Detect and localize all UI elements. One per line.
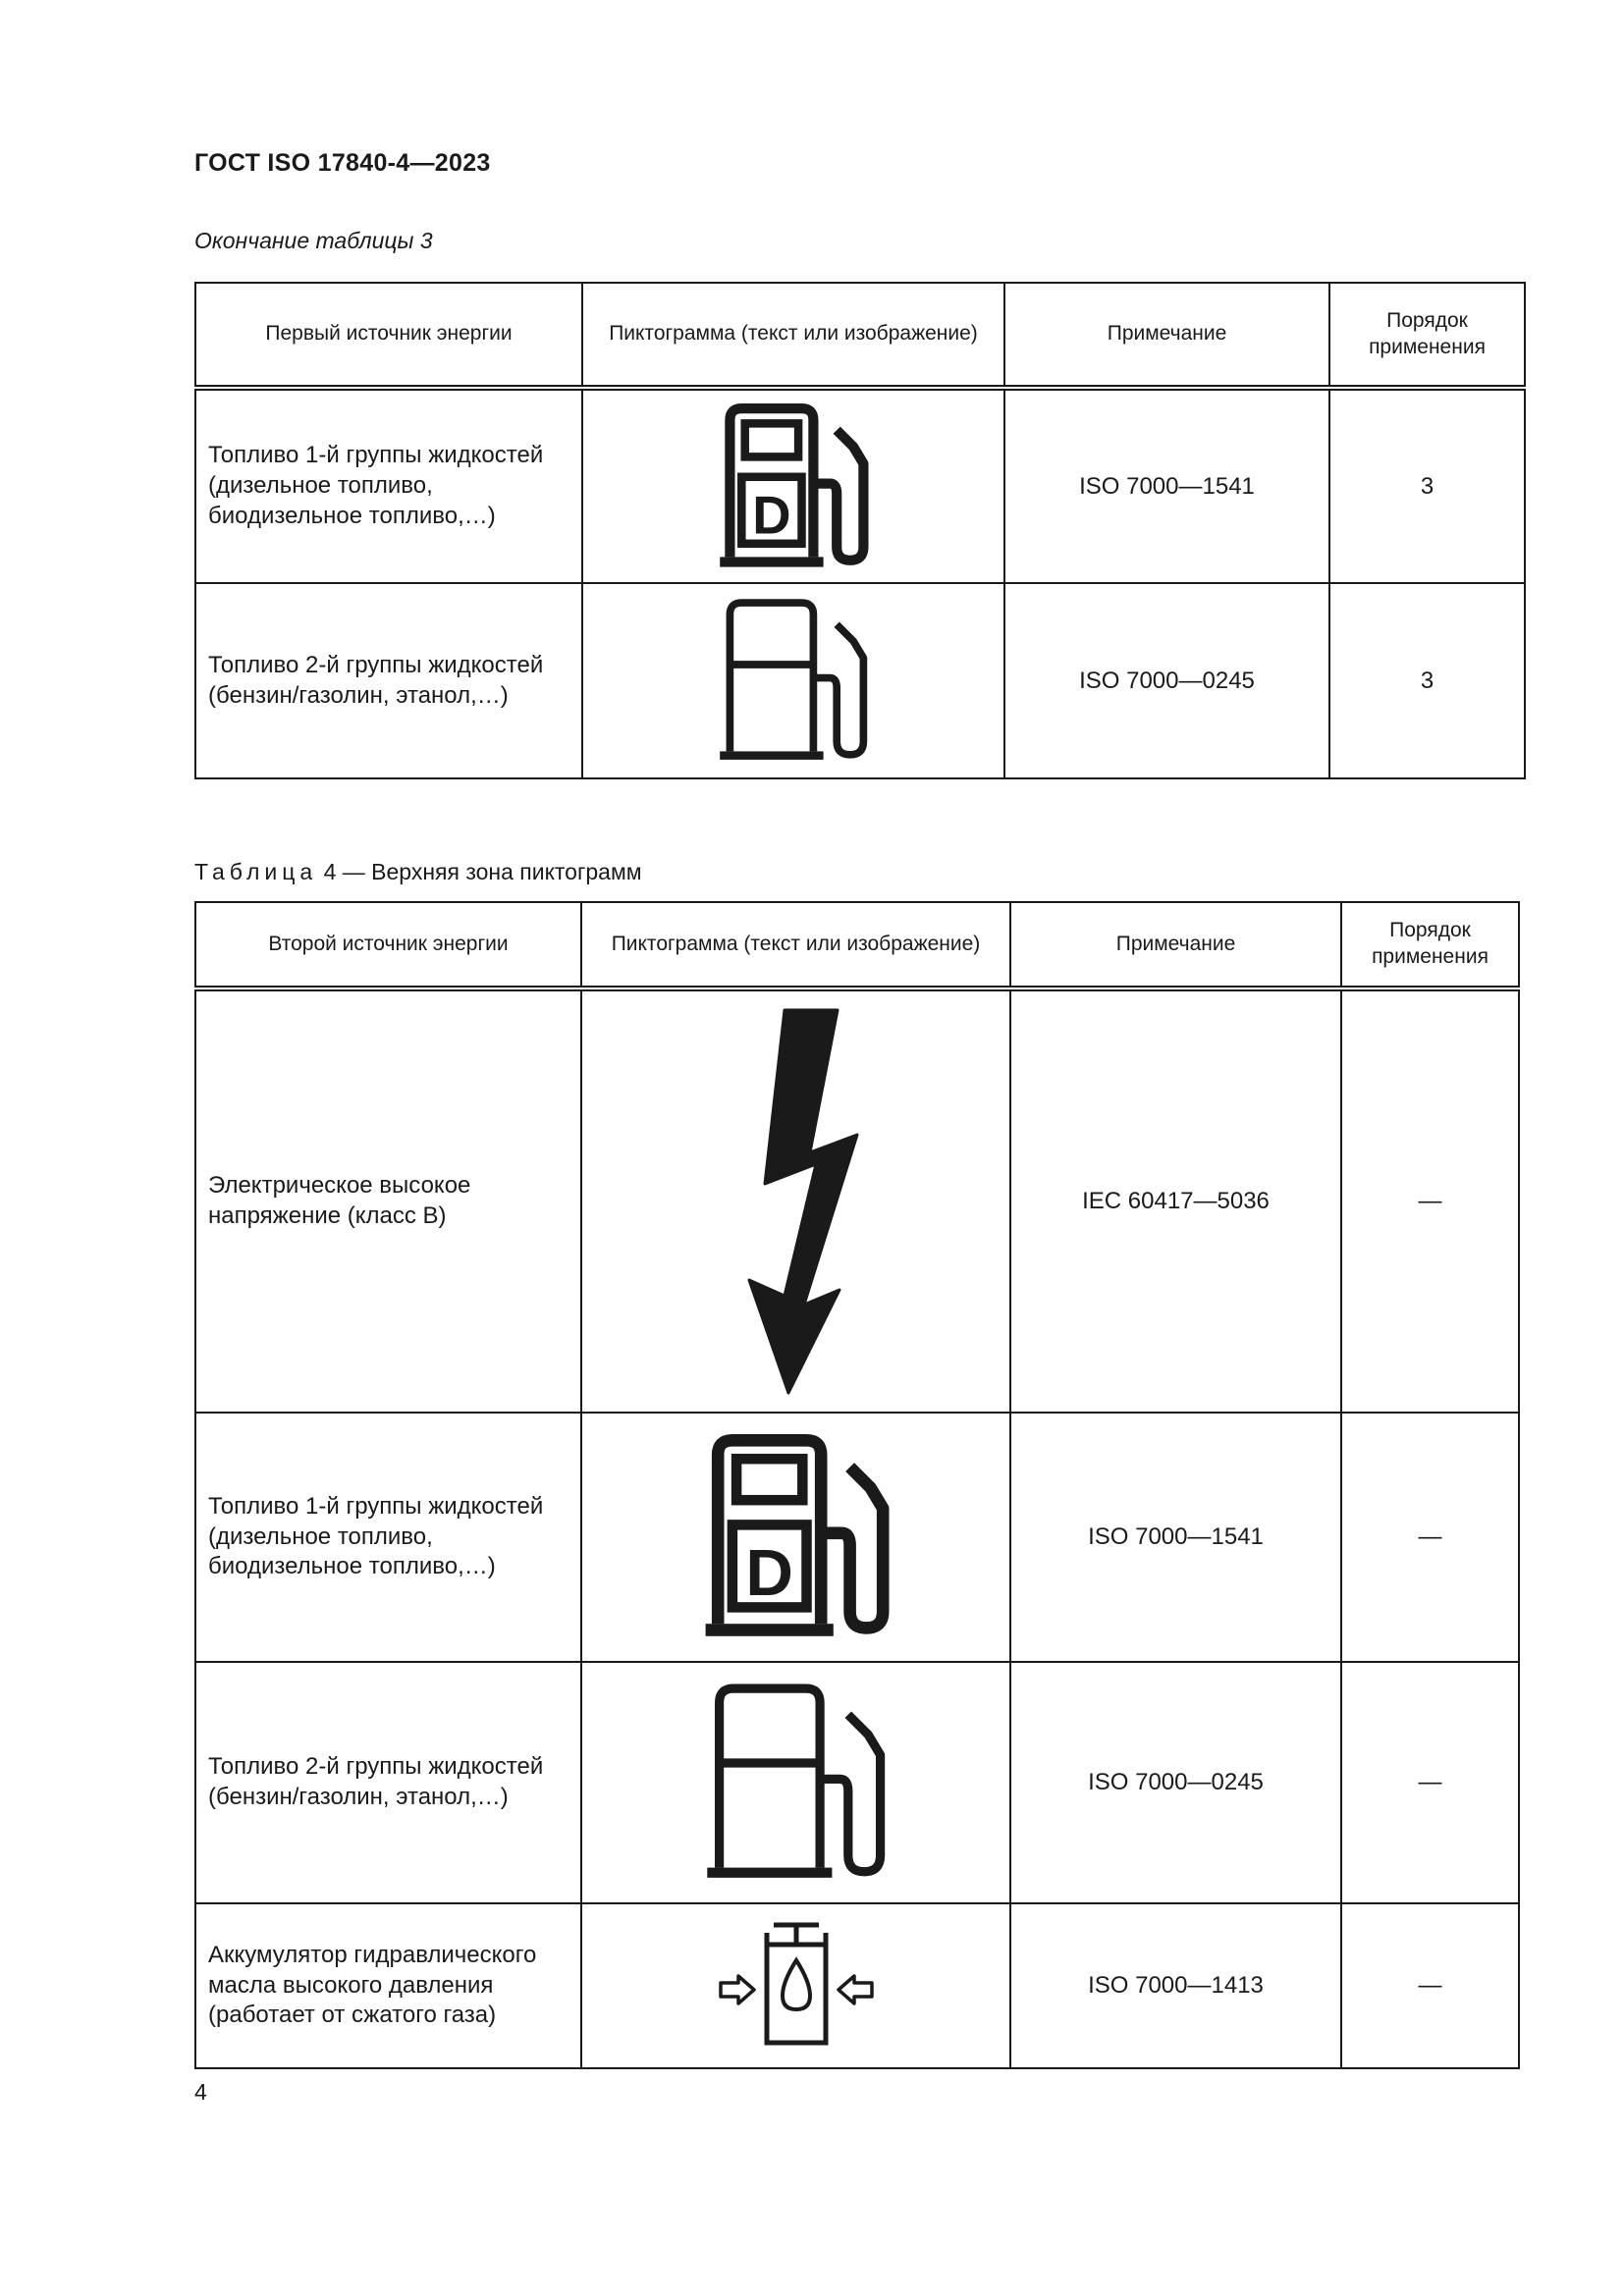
table4-caption-text: 4 — Верхняя зона пиктограмм [317,859,642,884]
fuel-pump-icon [695,1682,896,1884]
table-header-row [195,283,1525,388]
table-header-row [195,902,1519,988]
header-note: Примечание [1010,902,1341,988]
cell-order: — [1341,1413,1519,1662]
cell-energy-source: Топливо 2-й группы жидкостей (бензин/газолин, этанол,…) [195,1662,581,1903]
cell-pictogram [582,583,1004,778]
cell-energy-source: Топливо 1-й группы жидкостей (дизельное топливо, биодизельное топливо,…) [195,1413,581,1662]
cell-energy-source: Электрическое высокое напряжение (класс В) [195,988,581,1413]
document-header: ГОСТ ISO 17840-4—2023 [194,149,491,177]
table-3 [194,282,1526,779]
cell-pictogram [581,988,1010,1413]
table-row [195,1662,1519,1903]
table-4 [194,901,1520,2069]
cell-order: — [1341,1903,1519,2068]
table-row [195,583,1525,778]
cell-order: 3 [1329,583,1525,778]
cell-note: ISO 7000—0245 [1004,583,1329,778]
fuel-pump-diesel-icon [710,403,877,570]
cell-note: ISO 7000—1541 [1010,1413,1341,1662]
table-row [195,1413,1519,1662]
cell-note: ISO 7000—0245 [1010,1662,1341,1903]
cell-pictogram [581,1413,1010,1662]
cell-order: — [1341,1662,1519,1903]
table-row [195,1903,1519,2068]
page-number: 4 [194,2079,207,2105]
diesel-letter: D [744,1535,793,1610]
cell-note: ISO 7000—1413 [1010,1903,1341,2068]
cell-order: 3 [1329,388,1525,583]
fuel-pump-diesel-icon [693,1434,899,1640]
table-row [195,388,1525,583]
cell-energy-source: Топливо 1-й группы жидкостей (дизельное топливо, биодизельное топливо,…) [195,388,582,583]
cell-note: ISO 7000—1541 [1004,388,1329,583]
header-note: Примечание [1004,283,1329,388]
header-energy-source: Второй источник энергии [195,902,581,988]
high-voltage-arrow-icon [708,1005,885,1398]
cell-order: — [1341,988,1519,1413]
cell-pictogram [581,1903,1010,2068]
table4-caption-prefix: Таблица [194,859,318,884]
hydraulic-accumulator-icon [713,1917,880,2055]
cell-energy-source: Аккумулятор гидравлического масла высокого давления (работает от сжатого газа) [195,1903,581,2068]
table3-continuation-label: Окончание таблицы 3 [194,228,433,253]
cell-pictogram [582,388,1004,583]
header-order: Порядок применения [1341,902,1519,988]
table4-caption [194,859,642,885]
diesel-letter: D [752,485,791,546]
fuel-pump-icon [710,598,877,765]
cell-pictogram [581,1662,1010,1903]
cell-energy-source: Топливо 2-й группы жидкостей (бензин/газолин, этанол,…) [195,583,582,778]
header-pictogram: Пиктограмма (текст или изображение) [582,283,1004,388]
header-order: Порядок применения [1329,283,1525,388]
header-energy-source: Первый источник энергии [195,283,582,388]
table-row [195,988,1519,1413]
cell-note: IEC 60417—5036 [1010,988,1341,1413]
header-pictogram: Пиктограмма (текст или изображение) [581,902,1010,988]
